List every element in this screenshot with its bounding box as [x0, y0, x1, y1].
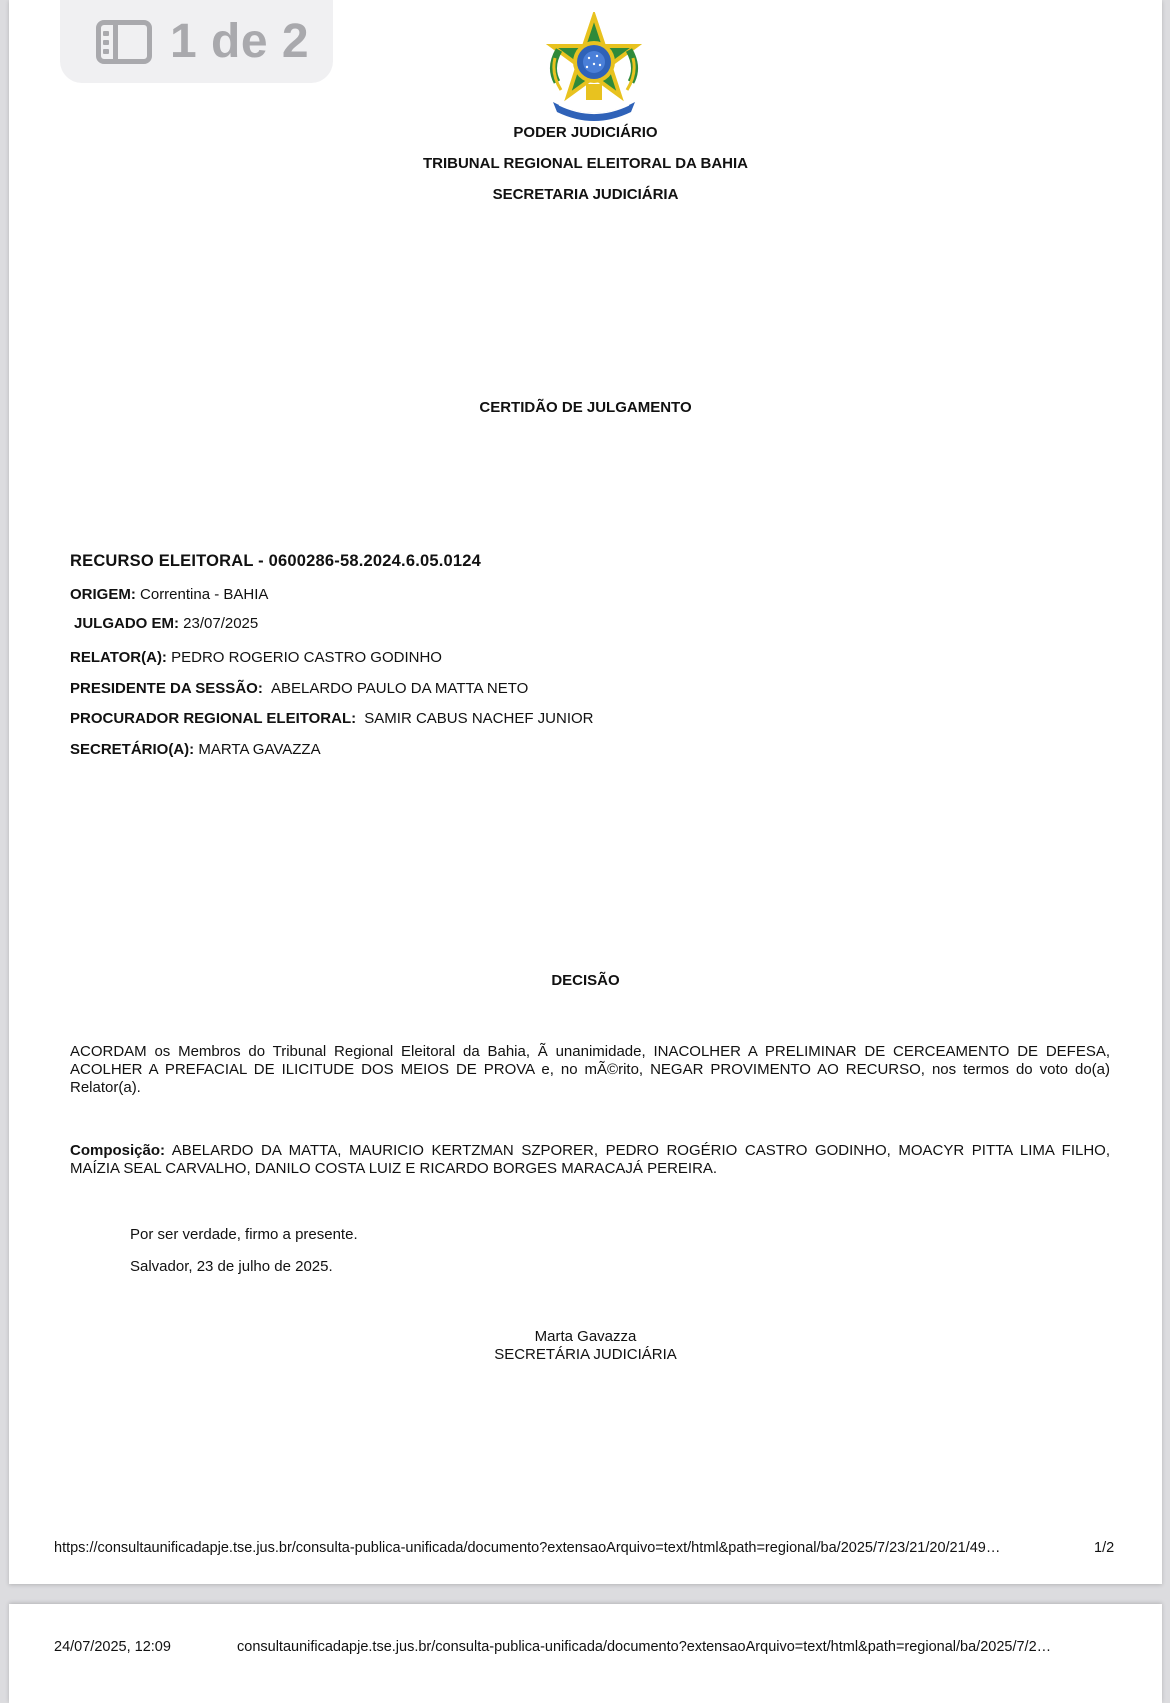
document-page-1 — [9, 0, 1162, 1584]
secretario-value: MARTA GAVAZZA — [198, 741, 321, 758]
secretario-label: SECRETÁRIO(A): — [70, 741, 195, 758]
page-indicator-label: 1 de 2 — [170, 15, 310, 68]
page2-header-url: consultaunificadapje.tse.jus.br/consulta-publica-unificada/documento?extensaoArquivo=text/html&path=regional/ba/2025/7/2… — [237, 1639, 1052, 1655]
relator-value: PEDRO ROGERIO CASTRO GODINHO — [171, 649, 442, 666]
julgado-label: JULGADO EM: — [74, 615, 179, 632]
procurador-row — [70, 710, 594, 727]
signature-role: SECRETÁRIA JUDICIÁRIA — [494, 1346, 677, 1363]
header-line-2: TRIBUNAL REGIONAL ELEITORAL DA BAHIA — [422, 155, 748, 172]
presidente-value: ABELARDO PAULO DA MATTA NETO — [270, 680, 529, 697]
page1-footer-page-number: 1/2 — [1094, 1540, 1115, 1556]
closing-line-1: Por ser verdade, firmo a presente. — [130, 1226, 358, 1243]
page1-footer-url: https://consultaunificadapje.tse.jus.br/consulta-publica-unificada/documento?extensaoArquivo=text/html&path=regional/ba/2025/7/23/21/20/21/49… — [54, 1540, 1001, 1556]
decisao-text: ACORDAM os Membros do Tribunal Regional Eleitoral da Bahia, Ã unanimidade, INACOLHER A PRELIMINAR DE CERCEAMENTO DE DEFESA, ACOLHER A PREFACIAL DE ILICITUDE DOS MEIOS DE PROVA e, no mÃ©rito, NEGAR PROVIMENTO AO RECURSO, nos termos do voto do(a) Relator(a). — [70, 1043, 1110, 1096]
signature-name: Marta Gavazza — [534, 1328, 637, 1345]
composicao-text: ABELARDO DA MATTA, MAURICIO KERTZMAN SZPORER, PEDRO ROGÉRIO CASTRO GODINHO, MOACYR PITTA LIMA FILHO, MAÍZIA SEAL CARVALHO, DANILO COSTA LUIZ E RICARDO BORGES MARACAJÁ PEREIRA. — [70, 1142, 1110, 1177]
presidente-label: PRESIDENTE DA SESSÃO: — [70, 680, 263, 697]
header-line-3: SECRETARIA JUDICIÁRIA — [492, 186, 679, 203]
procurador-value: SAMIR CABUS NACHEF JUNIOR — [364, 710, 594, 727]
presidente-row — [70, 680, 528, 697]
procurador-label: PROCURADOR REGIONAL ELEITORAL: — [70, 710, 357, 727]
relator-row — [70, 649, 442, 666]
brazil-coat-of-arms-emblem — [539, 12, 649, 122]
origem-row — [70, 586, 268, 603]
case-number: RECURSO ELEITORAL - 0600286-58.2024.6.05.0124 — [70, 552, 482, 570]
sidebar-icon[interactable] — [96, 20, 152, 64]
relator-label: RELATOR(A): — [70, 649, 167, 666]
origem-value: Correntina - BAHIA — [140, 586, 269, 603]
closing-line-2: Salvador, 23 de julho de 2025. — [130, 1258, 333, 1275]
julgado-row — [74, 615, 258, 632]
page2-header-datetime: 24/07/2025, 12:09 — [54, 1639, 171, 1655]
origem-label: ORIGEM: — [70, 586, 136, 603]
composicao-paragraph — [70, 1142, 1110, 1178]
document-page-2 — [9, 1604, 1162, 1703]
document-title: CERTIDÃO DE JULGAMENTO — [479, 399, 692, 416]
page-indicator[interactable] — [60, 0, 333, 83]
composicao-label: Composição: — [70, 1142, 166, 1159]
decisao-heading: DECISÃO — [551, 972, 620, 989]
header-line-1: PODER JUDICIÁRIO — [513, 124, 658, 141]
secretario-row — [70, 741, 321, 758]
julgado-value: 23/07/2025 — [183, 615, 259, 632]
